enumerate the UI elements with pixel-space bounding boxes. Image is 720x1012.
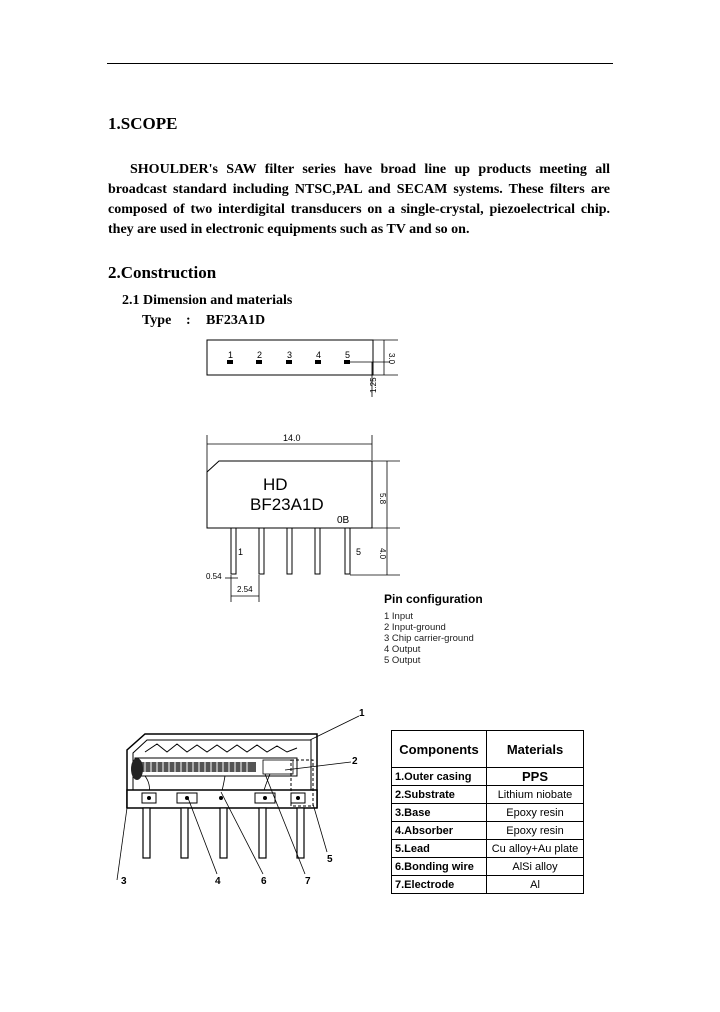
front-pin-last: 5	[356, 547, 362, 557]
component-cell: 5.Lead	[392, 840, 487, 858]
callout-3: 3	[121, 876, 127, 887]
top-view-drawing	[200, 335, 410, 405]
component-cell: 1.Outer casing	[392, 768, 487, 786]
scope-line-1: SHOULDER's SAW filter series have broad line up products meeting all	[130, 162, 610, 177]
material-cell: Cu alloy+Au plate	[487, 840, 584, 858]
callout-5: 5	[327, 854, 333, 865]
front-dim-width: 14.0	[283, 433, 301, 443]
type-value: BF23A1D	[206, 313, 266, 328]
callout-2: 2	[352, 756, 358, 767]
callout-6: 6	[261, 876, 267, 887]
front-brand: HD	[263, 475, 288, 494]
front-pin-first: 1	[238, 547, 244, 557]
pin-config-item: 3 Chip carrier-ground	[384, 633, 474, 644]
component-cell: 3.Base	[392, 804, 487, 822]
front-dim-lead-width: 0.54	[206, 572, 222, 581]
pin-config-title: Pin configuration	[384, 592, 483, 606]
table-row	[392, 858, 584, 876]
table-row	[392, 840, 584, 858]
top-pin-5: 5	[345, 350, 351, 360]
callout-1: 1	[359, 708, 365, 719]
top-dim-offset: 1.25	[369, 377, 378, 393]
table-row	[392, 822, 584, 840]
component-cell: 7.Electrode	[392, 876, 487, 894]
top-pin-1: 1	[228, 350, 234, 360]
table-row	[392, 786, 584, 804]
section-heading-scope: 1.SCOPE	[108, 114, 178, 133]
callout-7: 7	[305, 876, 311, 887]
top-pin-2: 2	[257, 350, 263, 360]
scope-paragraph	[108, 160, 610, 240]
type-separator: :	[186, 313, 191, 328]
material-cell: Epoxy resin	[487, 822, 584, 840]
component-cell: 2.Substrate	[392, 786, 487, 804]
component-cell: 6.Bonding wire	[392, 858, 487, 876]
top-dim-height: 3.0	[387, 353, 396, 365]
pin-config-item: 2 Input-ground	[384, 622, 446, 633]
material-cell: PPS	[487, 768, 584, 786]
table-header-components: Components	[392, 731, 487, 768]
pin-config-list	[384, 611, 474, 666]
table-row	[392, 804, 584, 822]
component-cell: 4.Absorber	[392, 822, 487, 840]
top-pin-4: 4	[316, 350, 322, 360]
front-code: 0B	[337, 515, 350, 526]
pin-config-item: 1 Input	[384, 611, 414, 622]
material-cell: Epoxy resin	[487, 804, 584, 822]
cross-section-drawing	[105, 700, 365, 895]
top-rule	[107, 63, 613, 64]
table-row	[392, 876, 584, 894]
material-cell: Lithium niobate	[487, 786, 584, 804]
section-heading-construction: 2.Construction	[108, 263, 217, 282]
front-dim-pitch: 2.54	[237, 585, 253, 594]
front-dim-lead: 4.0	[378, 548, 387, 560]
pin-config-item: 5 Output	[384, 655, 421, 666]
scope-line-2: broadcast standard including NTSC,PAL and SECAM systems. These filters are	[108, 182, 610, 197]
top-pin-3: 3	[287, 350, 293, 360]
pin-config-item: 4 Output	[384, 644, 421, 655]
type-label: Type	[142, 313, 172, 328]
callout-4: 4	[215, 876, 221, 887]
table-row	[392, 768, 584, 786]
table-header-materials: Materials	[487, 731, 584, 768]
front-dim-body: 5.8	[378, 493, 387, 505]
material-cell: AlSi alloy	[487, 858, 584, 876]
front-view-drawing	[195, 430, 410, 605]
subsection-heading: 2.1 Dimension and materials	[122, 293, 293, 308]
scope-line-3: composed of two interdigital transducers on a single-crystal, piezoelectrical chip.	[108, 202, 610, 217]
front-model: BF23A1D	[250, 495, 324, 514]
materials-table	[391, 730, 584, 894]
scope-line-4: they are used in electronic equipments such as TV and so on.	[108, 222, 470, 237]
material-cell: Al	[487, 876, 584, 894]
